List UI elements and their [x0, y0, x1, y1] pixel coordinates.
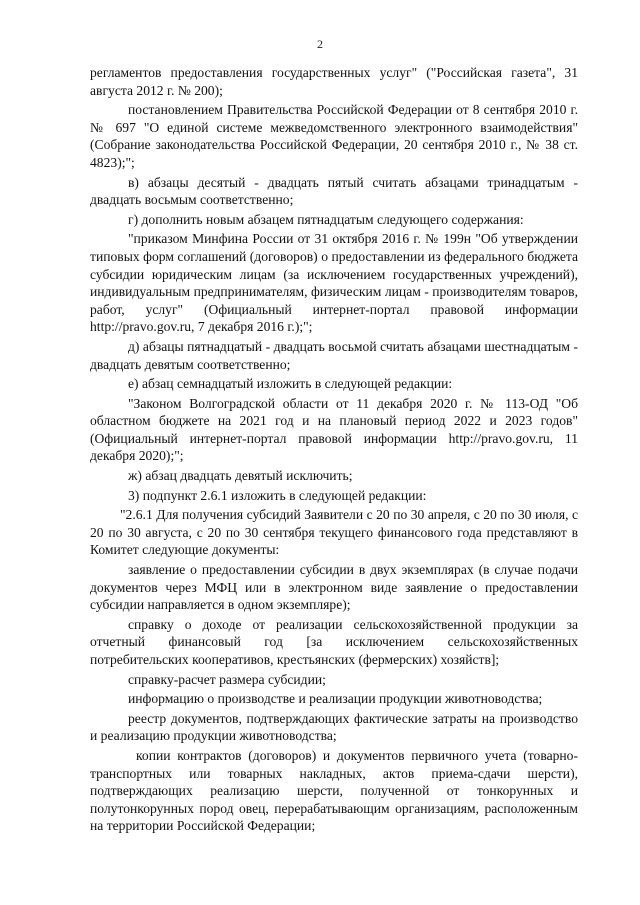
paragraph: 3) подпункт 2.6.1 изложить в следующей редакции:	[128, 487, 427, 503]
paragraph: реестр документов, подтверждающих фактические затраты на производство и реализацию продукции животноводства;	[90, 710, 578, 744]
paragraph: заявление о предоставлении субсидии в двух экземплярах (в случае подачи документов через МФЦ или в электронном виде заявление о предоставлении субсидии направляется в одном экземпляре);	[90, 562, 578, 613]
paragraph: "Законом Волгоградской области от 11 декабря 2020 г. № 113-ОД "Об областном бюджете на 2021 год и на плановый период 2022 и 2023 годов" (Официальный интернет-портал правовой информации http://pravo.gov.ru, 11 декабря 2020);";	[90, 395, 578, 464]
paragraph: копии контрактов (договоров) и документов первичного учета (товарно-транспортных или товарных накладных, актов приема-сдачи шерсти), подтверждающих реализацию шерсти, полученной от тонкорунных и полутонкорунных пород овец, перерабатывающим организациям, расположенным на территории Российской Федерации;	[90, 747, 578, 834]
paragraph: д) абзацы пятнадцатый - двадцать восьмой считать абзацами шестнадцатым - двадцать девятым соответственно;	[90, 338, 578, 372]
paragraph: ж) абзац двадцать девятый исключить;	[128, 468, 353, 484]
paragraph: постановлением Правительства Российской Федерации от 8 сентября 2010 г. № 697 "О единой системе межведомственного электронного взаимодействия" (Собрание законодательства Российской Федерации, 20 сентября 2010 г., № 38 ст. 4823);";	[90, 102, 578, 170]
paragraph: е) абзац семнадцатый изложить в следующей редакции:	[128, 376, 453, 392]
paragraph: г) дополнить новым абзацем пятнадцатым следующего содержания:	[128, 211, 524, 227]
paragraph: информацию о производстве и реализации продукции животноводства;	[128, 691, 543, 707]
paragraph: "приказом Минфина России от 31 октября 2016 г. № 199н "Об утверждении типовых форм соглашений (договоров) о предоставлении из федерального бюджета субсидии юридическим лицам (за исключением государственных учреждений), индивидуальным предпринимателям, физическим лицам - производителям товаров, работ, услуг" (Официальный интернет-портал правовой информации http://pravo.gov.ru, 7 декабря 2016 г.);";	[90, 231, 578, 335]
paragraph: "2.6.1 Для получения субсидий Заявители с 20 по 30 апреля, с 20 по 30 июля, с 20 по 30 августа, с 20 по 30 сентября текущего финансового года представляют в Комитет следующие документы:	[90, 507, 578, 558]
paragraph: справку о доходе от реализации сельскохозяйственной продукции за отчетный финансовый год [за исключением сельскохозяйственных потребительских кооперативов, крестьянских (фермерских) хозяйств];	[90, 616, 578, 667]
paragraph: регламентов предоставления государственных услуг" ("Российская газета", 31 августа 2012 г. № 200);	[90, 65, 578, 98]
page-number: 2	[317, 37, 323, 51]
document-body	[90, 64, 578, 837]
paragraph: в) абзацы десятый - двадцать пятый считать абзацами тринадцатым - двадцать восьмым соответственно;	[90, 174, 578, 208]
paragraph: справку-расчет размера субсидии;	[128, 671, 326, 687]
